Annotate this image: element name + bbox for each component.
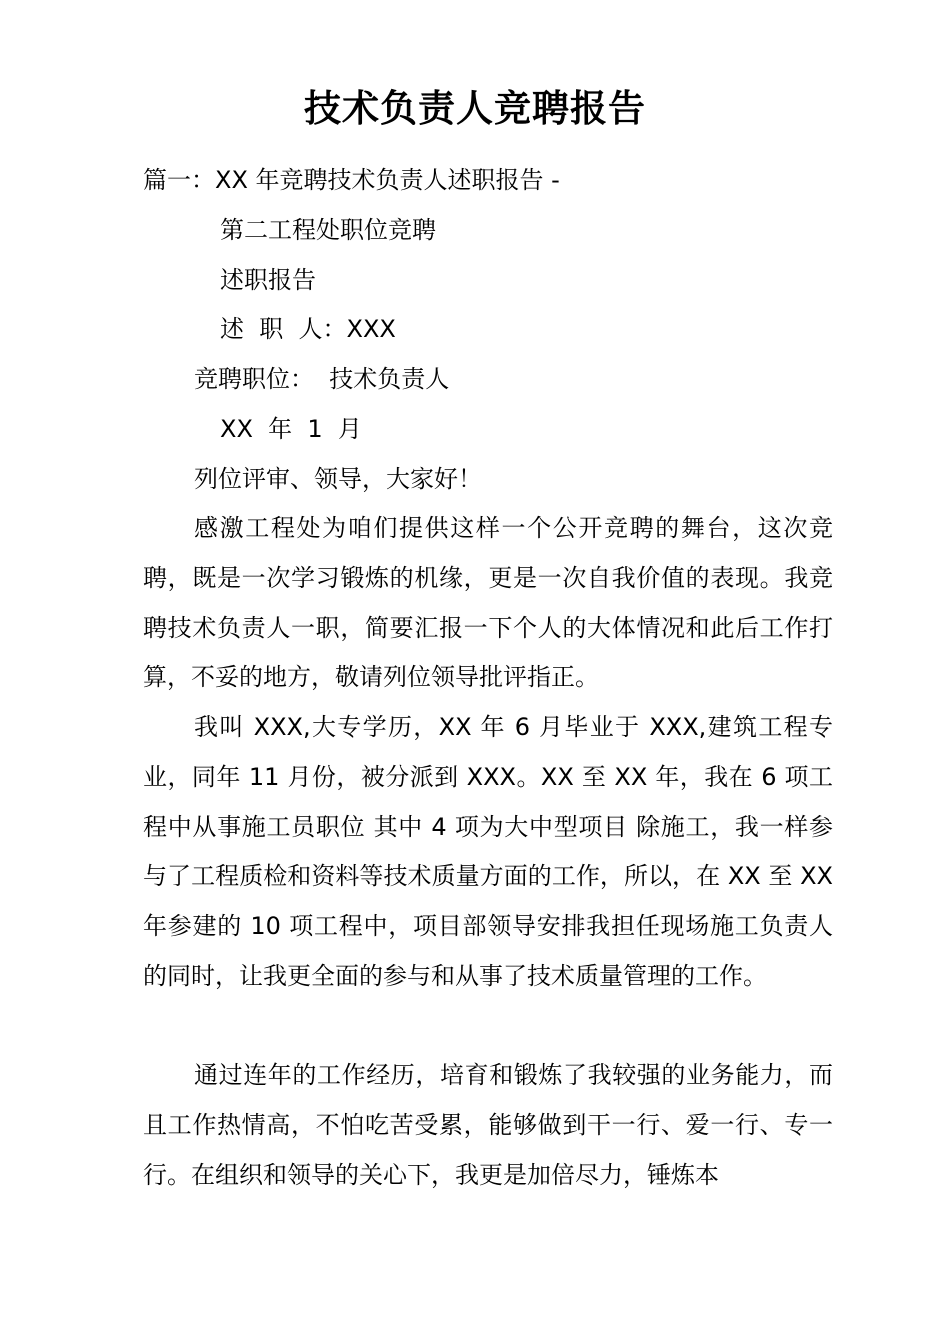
heading-line-department: 第二工程处职位竞聘: [220, 216, 436, 244]
paragraph-experience: 通过连年的工作经历，培育和锻炼了我较强的业务能力，而且工作热情高，不怕吃苦受累，能够做到干一行、爱一行、专一行。在组织和领导的关心下，我更是加倍尽力，锤炼本: [143, 1061, 833, 1189]
greeting-line: 列位评审、领导，大家好！: [194, 465, 482, 493]
paragraph-background: 我叫 XXX,大专学历，XX 年 6 月毕业于 XXX,建筑工程专业，同年 11 月份，被分派到 XXX。XX 至 XX 年，我在 6 项工程中从事施工员职位 其中 4 项为大中型项目 除施工，我一样参与了工程质检和资料等技术质量方面的工作，所以，在 XX 至 XX 年参建的 10 项工程中，项目部领导安排我担任现场施工负责人的同时，让我更全面的参与和从事了技术质量管理的工作。: [143, 713, 833, 990]
heading-line-reporter: 述 职 人：XXX: [220, 315, 396, 343]
heading-line-position: 竞聘职位： 技术负责人: [194, 365, 450, 393]
heading-line-date: XX 年 1 月: [220, 415, 362, 443]
heading-line-source: 篇一：XX 年竞聘技术负责人述职报告 -: [143, 166, 560, 194]
heading-line-report: 述职报告: [220, 266, 316, 294]
document-title: 技术负责人竞聘报告: [304, 86, 646, 130]
paragraph-intro: 感激工程处为咱们提供这样一个公开竞聘的舞台，这次竞聘，既是一次学习锻炼的机缘，更是一次自我价值的表现。我竞聘技术负责人一职，简要汇报一下个人的大体情况和此后工作打算，不妥的地方，敬请列位领导批评指正。: [143, 514, 833, 692]
